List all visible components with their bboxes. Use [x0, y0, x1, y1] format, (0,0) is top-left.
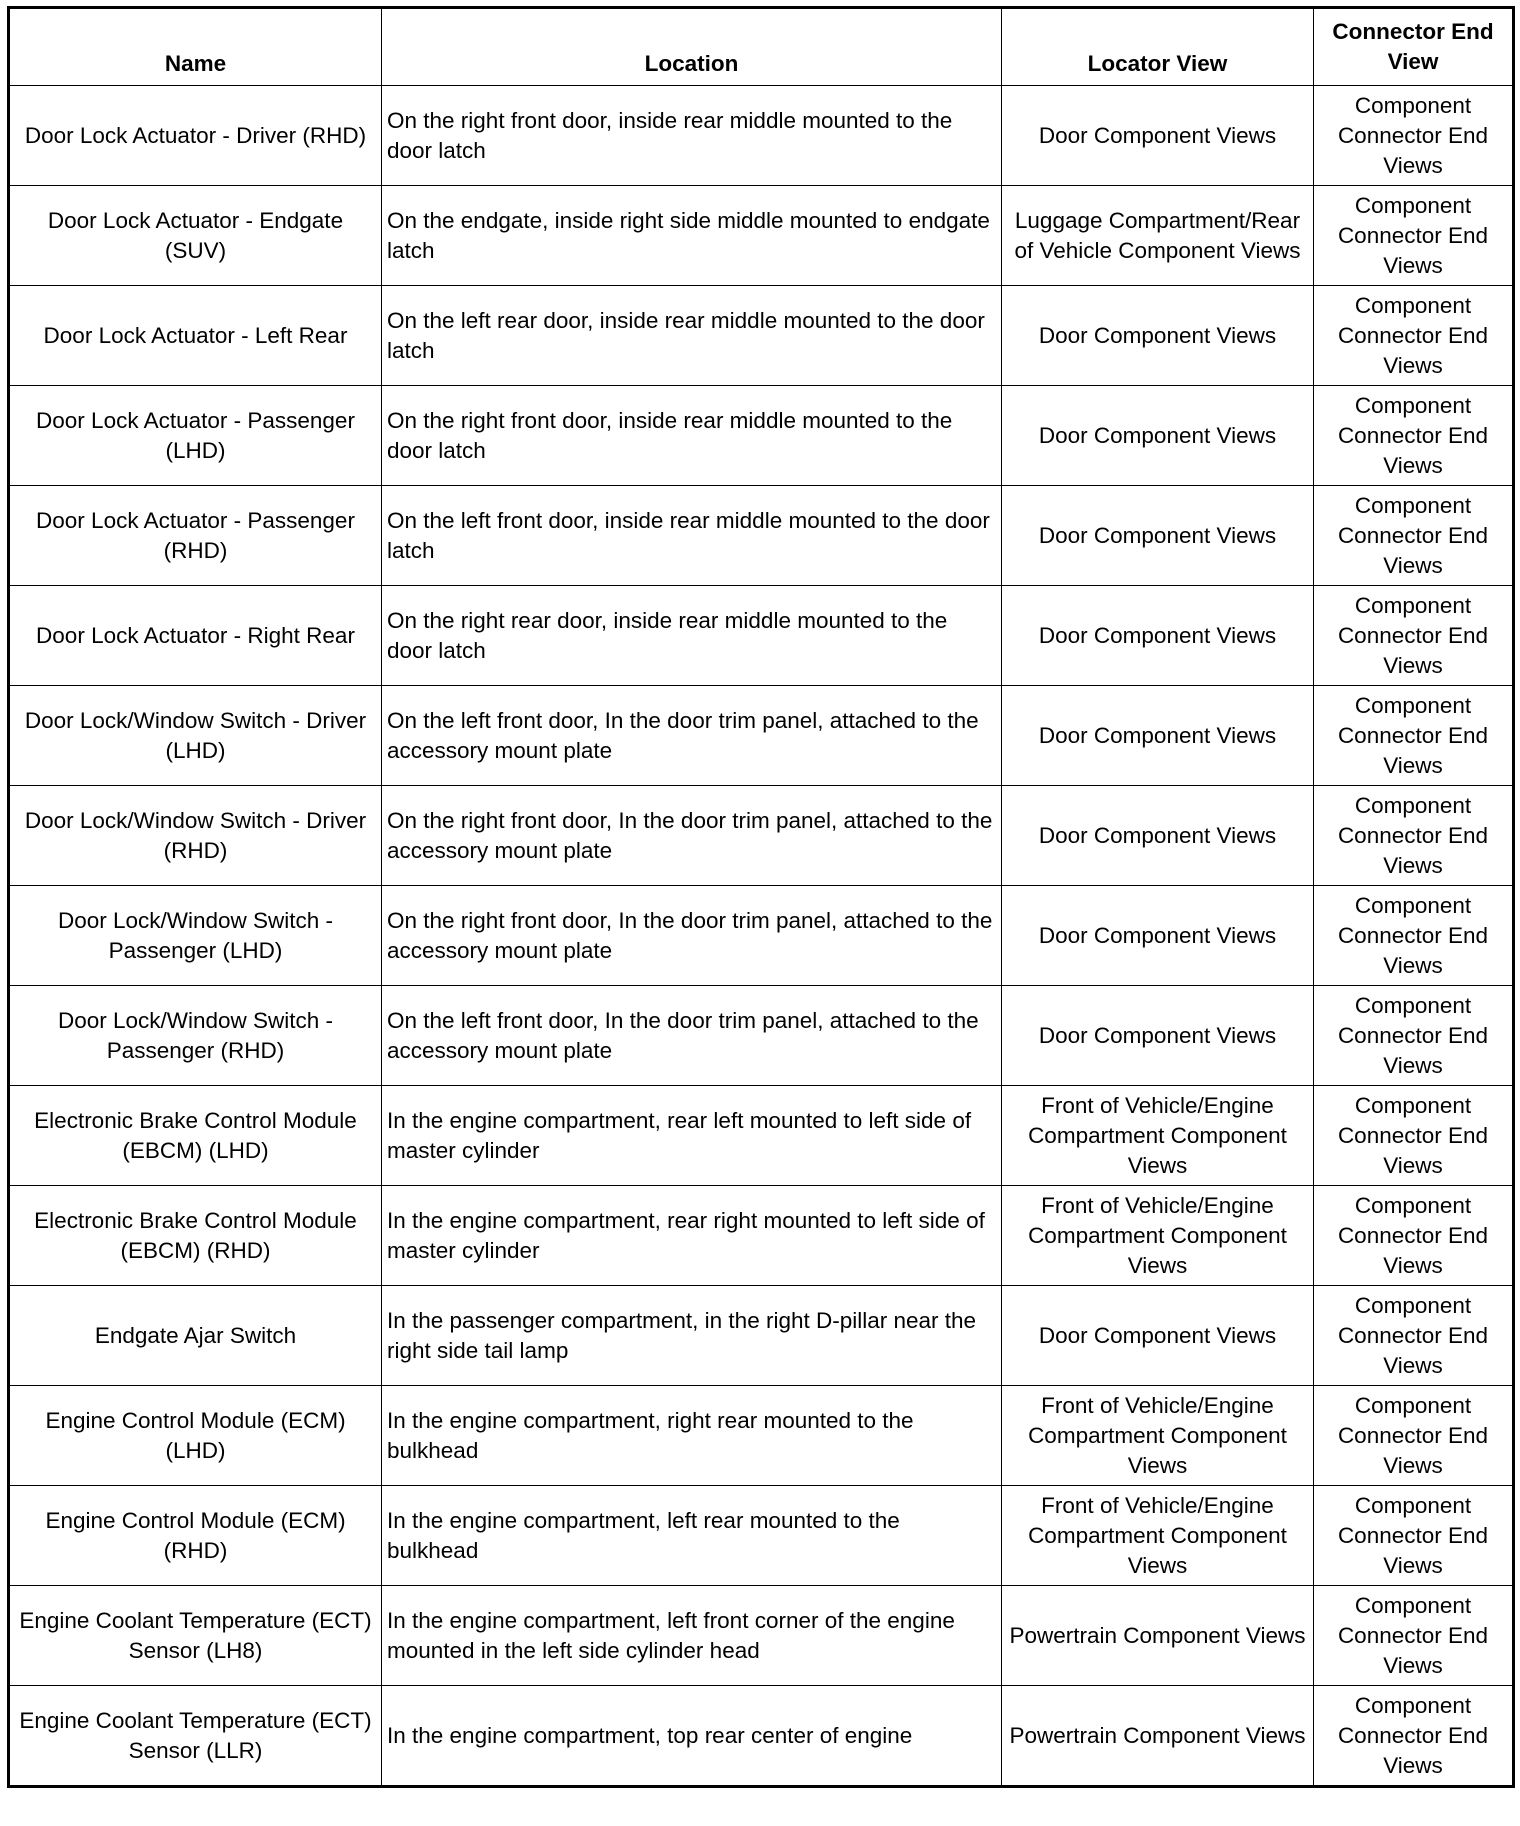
cell-name: Door Lock Actuator - Endgate (SUV) [9, 186, 382, 286]
header-row [9, 8, 1514, 86]
cell-location: On the left front door, In the door trim panel, attached to the accessory mount plate [382, 986, 1002, 1086]
cell-connector-end-view: Component Connector End Views [1314, 986, 1514, 1086]
cell-connector-end-view: Component Connector End Views [1314, 1186, 1514, 1286]
header-locator-view: Locator View [1002, 8, 1314, 86]
table-body [9, 86, 1514, 1787]
header-connector-end-view: Connector End View [1314, 8, 1514, 86]
cell-locator-view: Powertrain Component Views [1002, 1686, 1314, 1787]
cell-locator-view: Front of Vehicle/Engine Compartment Component Views [1002, 1486, 1314, 1586]
table-header [9, 8, 1514, 86]
cell-connector-end-view: Component Connector End Views [1314, 186, 1514, 286]
header-location: Location [382, 8, 1002, 86]
cell-location: In the engine compartment, rear left mounted to left side of master cylinder [382, 1086, 1002, 1186]
cell-location: In the engine compartment, left rear mounted to the bulkhead [382, 1486, 1002, 1586]
table-row [9, 686, 1514, 786]
cell-connector-end-view: Component Connector End Views [1314, 1686, 1514, 1787]
cell-location: On the left rear door, inside rear middle mounted to the door latch [382, 286, 1002, 386]
cell-location: On the right front door, inside rear middle mounted to the door latch [382, 86, 1002, 186]
cell-name: Endgate Ajar Switch [9, 1286, 382, 1386]
table-row [9, 1486, 1514, 1586]
cell-location: In the engine compartment, right rear mounted to the bulkhead [382, 1386, 1002, 1486]
cell-connector-end-view: Component Connector End Views [1314, 386, 1514, 486]
cell-name: Door Lock/Window Switch - Driver (LHD) [9, 686, 382, 786]
component-locator-table [7, 6, 1515, 1788]
cell-name: Door Lock/Window Switch - Driver (RHD) [9, 786, 382, 886]
cell-location: On the left front door, In the door trim panel, attached to the accessory mount plate [382, 686, 1002, 786]
cell-location: On the endgate, inside right side middle mounted to endgate latch [382, 186, 1002, 286]
cell-locator-view: Door Component Views [1002, 586, 1314, 686]
cell-connector-end-view: Component Connector End Views [1314, 286, 1514, 386]
cell-location: On the right front door, In the door trim panel, attached to the accessory mount plate [382, 886, 1002, 986]
cell-name: Engine Coolant Temperature (ECT) Sensor (LH8) [9, 1586, 382, 1686]
cell-locator-view: Door Component Views [1002, 886, 1314, 986]
cell-name: Door Lock Actuator - Passenger (LHD) [9, 386, 382, 486]
cell-locator-view: Powertrain Component Views [1002, 1586, 1314, 1686]
cell-locator-view: Front of Vehicle/Engine Compartment Component Views [1002, 1086, 1314, 1186]
table-row [9, 86, 1514, 186]
cell-name: Door Lock Actuator - Right Rear [9, 586, 382, 686]
cell-name: Door Lock/Window Switch - Passenger (RHD) [9, 986, 382, 1086]
cell-connector-end-view: Component Connector End Views [1314, 1086, 1514, 1186]
cell-locator-view: Door Component Views [1002, 686, 1314, 786]
cell-connector-end-view: Component Connector End Views [1314, 1486, 1514, 1586]
table-row [9, 1386, 1514, 1486]
cell-locator-view: Door Component Views [1002, 786, 1314, 886]
cell-connector-end-view: Component Connector End Views [1314, 86, 1514, 186]
table-row [9, 1186, 1514, 1286]
cell-location: In the engine compartment, left front corner of the engine mounted in the left side cylinder head [382, 1586, 1002, 1686]
cell-name: Door Lock Actuator - Passenger (RHD) [9, 486, 382, 586]
table-row [9, 886, 1514, 986]
cell-location: In the engine compartment, rear right mounted to left side of master cylinder [382, 1186, 1002, 1286]
cell-location: On the left front door, inside rear middle mounted to the door latch [382, 486, 1002, 586]
cell-locator-view: Door Component Views [1002, 486, 1314, 586]
table-row [9, 486, 1514, 586]
cell-name: Engine Control Module (ECM) (LHD) [9, 1386, 382, 1486]
cell-connector-end-view: Component Connector End Views [1314, 1386, 1514, 1486]
cell-locator-view: Door Component Views [1002, 386, 1314, 486]
table-row [9, 1286, 1514, 1386]
cell-location: In the engine compartment, top rear center of engine [382, 1686, 1002, 1787]
cell-location: In the passenger compartment, in the right D-pillar near the right side tail lamp [382, 1286, 1002, 1386]
cell-locator-view: Door Component Views [1002, 1286, 1314, 1386]
table-row [9, 986, 1514, 1086]
cell-name: Engine Coolant Temperature (ECT) Sensor (LLR) [9, 1686, 382, 1787]
cell-connector-end-view: Component Connector End Views [1314, 1286, 1514, 1386]
cell-locator-view: Door Component Views [1002, 986, 1314, 1086]
cell-connector-end-view: Component Connector End Views [1314, 886, 1514, 986]
table-row [9, 786, 1514, 886]
cell-connector-end-view: Component Connector End Views [1314, 686, 1514, 786]
cell-location: On the right front door, inside rear middle mounted to the door latch [382, 386, 1002, 486]
table-row [9, 286, 1514, 386]
table-row [9, 386, 1514, 486]
table-row [9, 1686, 1514, 1787]
cell-location: On the right rear door, inside rear middle mounted to the door latch [382, 586, 1002, 686]
cell-location: On the right front door, In the door trim panel, attached to the accessory mount plate [382, 786, 1002, 886]
cell-locator-view: Front of Vehicle/Engine Compartment Component Views [1002, 1386, 1314, 1486]
table-row [9, 586, 1514, 686]
cell-locator-view: Door Component Views [1002, 86, 1314, 186]
cell-connector-end-view: Component Connector End Views [1314, 786, 1514, 886]
header-name: Name [9, 8, 382, 86]
table-row [9, 1086, 1514, 1186]
cell-connector-end-view: Component Connector End Views [1314, 1586, 1514, 1686]
cell-name: Electronic Brake Control Module (EBCM) (LHD) [9, 1086, 382, 1186]
cell-connector-end-view: Component Connector End Views [1314, 586, 1514, 686]
cell-name: Electronic Brake Control Module (EBCM) (RHD) [9, 1186, 382, 1286]
table-row [9, 186, 1514, 286]
cell-name: Engine Control Module (ECM) (RHD) [9, 1486, 382, 1586]
cell-locator-view: Front of Vehicle/Engine Compartment Component Views [1002, 1186, 1314, 1286]
table-row [9, 1586, 1514, 1686]
cell-name: Door Lock/Window Switch - Passenger (LHD) [9, 886, 382, 986]
cell-name: Door Lock Actuator - Left Rear [9, 286, 382, 386]
cell-connector-end-view: Component Connector End Views [1314, 486, 1514, 586]
cell-locator-view: Door Component Views [1002, 286, 1314, 386]
cell-locator-view: Luggage Compartment/Rear of Vehicle Component Views [1002, 186, 1314, 286]
cell-name: Door Lock Actuator - Driver (RHD) [9, 86, 382, 186]
